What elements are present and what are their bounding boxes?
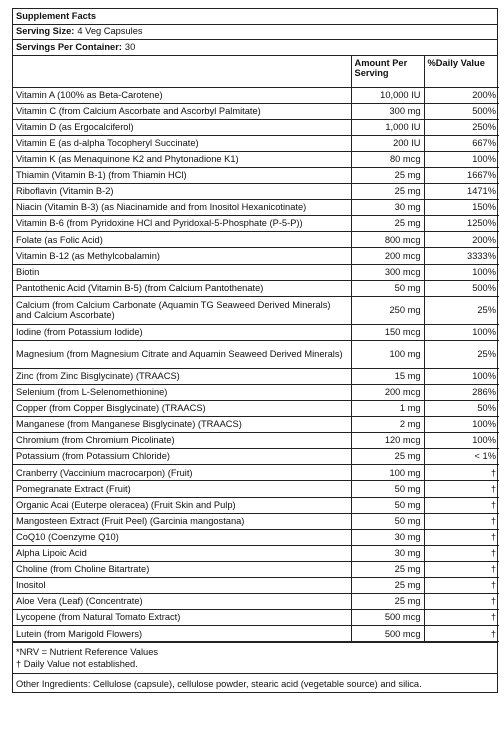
nutrient-name: Calcium (from Calcium Carbonate (Aquamin TG Seaweed Derived Minerals) and Calcium Ascorbate) [13,296,351,324]
col-header-name [13,56,351,88]
amount-per-serving: 500 mcg [351,610,424,626]
daily-value: 3333% [424,248,499,264]
table-row [13,200,499,216]
nutrient-name: Riboflavin (Vitamin B-2) [13,184,351,200]
other-ingredients-text: Cellulose (capsule), cellulose powder, stearic acid (vegetable source) and silica. [93,678,422,689]
nutrient-name: Vitamin B-12 (as Methylcobalamin) [13,248,351,264]
table-row [13,324,499,340]
daily-value: † [424,561,499,577]
table-row [13,151,499,167]
nutrient-rows [13,87,499,642]
table-row [13,296,499,324]
amount-per-serving: 200 IU [351,135,424,151]
amount-per-serving: 800 mcg [351,232,424,248]
nutrient-name: Potassium (from Potassium Chloride) [13,449,351,465]
table-row [13,626,499,642]
amount-per-serving: 50 mg [351,497,424,513]
nutrient-name: Vitamin B-6 (from Pyridoxine HCl and Pyridoxal-5-Phosphate (P-5-P)) [13,216,351,232]
amount-per-serving: 50 mg [351,481,424,497]
amount-per-serving: 25 mg [351,578,424,594]
table-row [13,545,499,561]
other-ingredients-label: Other Ingredients: [16,678,91,689]
nutrient-name: Mangosteen Extract (Fruit Peel) (Garcinia mangostana) [13,513,351,529]
daily-value: 100% [424,368,499,384]
nutrient-name: Alpha Lipoic Acid [13,545,351,561]
table-row [13,103,499,119]
table-row [13,368,499,384]
table-row [13,280,499,296]
amount-per-serving: 200 mcg [351,248,424,264]
table-header-row [13,56,499,88]
table-row [13,248,499,264]
table-row [13,561,499,577]
daily-value: 25% [424,340,499,368]
table-row [13,167,499,183]
serving-size-label: Serving Size: [16,26,75,37]
daily-value: 100% [424,151,499,167]
amount-per-serving: 80 mcg [351,151,424,167]
nutrient-name: Thiamin (Vitamin B-1) (from Thiamin HCl) [13,167,351,183]
nutrient-name: Iodine (from Potassium Iodide) [13,324,351,340]
daily-value: † [424,610,499,626]
nutrient-name: Choline (from Choline Bitartrate) [13,561,351,577]
table-row [13,578,499,594]
table-row [13,340,499,368]
amount-per-serving: 25 mg [351,216,424,232]
nutrient-name: Vitamin K (as Menaquinone K2 and Phytonadione K1) [13,151,351,167]
daily-value: 250% [424,119,499,135]
amount-per-serving: 30 mg [351,200,424,216]
daily-value: † [424,578,499,594]
panel-title-text: Supplement Facts [16,10,97,21]
nutrient-name: Niacin (Vitamin B-3) (as Niacinamide and from Inositol Hexanicotinate) [13,200,351,216]
amount-per-serving: 250 mg [351,296,424,324]
amount-per-serving: 200 mcg [351,384,424,400]
nutrient-name: Copper (from Copper Bisglycinate) (TRAACS) [13,401,351,417]
amount-per-serving: 300 mcg [351,264,424,280]
daily-value: 100% [424,433,499,449]
daily-value: 50% [424,401,499,417]
table-row [13,87,499,103]
nutrient-name: Vitamin E (as d-alpha Tocopheryl Succinate) [13,135,351,151]
amount-per-serving: 25 mg [351,594,424,610]
footnotes [13,642,497,672]
nutrient-name: Vitamin C (from Calcium Ascorbate and Ascorbyl Palmitate) [13,103,351,119]
amount-per-serving: 300 mg [351,103,424,119]
amount-per-serving: 30 mg [351,545,424,561]
daily-value: 286% [424,384,499,400]
table-row [13,497,499,513]
daily-value: 100% [424,264,499,280]
nutrient-name: Organic Acai (Euterpe oleracea) (Fruit Skin and Pulp) [13,497,351,513]
servings-per-container-label: Servings Per Container: [16,41,122,52]
daily-value: † [424,481,499,497]
table-row [13,216,499,232]
amount-per-serving: 100 mg [351,340,424,368]
amount-per-serving: 1,000 IU [351,119,424,135]
serving-size-value: 4 Veg Capsules [77,26,143,37]
amount-per-serving: 500 mcg [351,626,424,642]
amount-per-serving: 50 mg [351,280,424,296]
nutrient-name: Zinc (from Zinc Bisglycinate) (TRAACS) [13,368,351,384]
table-row [13,135,499,151]
daily-value: 1471% [424,184,499,200]
nutrient-name: Biotin [13,264,351,280]
table-row [13,119,499,135]
table-row [13,433,499,449]
amount-per-serving: 25 mg [351,561,424,577]
amount-per-serving: 100 mg [351,465,424,481]
amount-per-serving: 10,000 IU [351,87,424,103]
table-row [13,529,499,545]
servings-per-container-row [13,40,497,56]
daily-value: 100% [424,417,499,433]
amount-per-serving: 2 mg [351,417,424,433]
amount-per-serving: 30 mg [351,529,424,545]
daily-value: 200% [424,87,499,103]
amount-per-serving: 120 mcg [351,433,424,449]
daily-value: 100% [424,324,499,340]
daily-value: † [424,497,499,513]
nutrient-name: Magnesium (from Magnesium Citrate and Aquamin Seaweed Derived Minerals) [13,340,351,368]
nutrient-name: Pantothenic Acid (Vitamin B-5) (from Calcium Pantothenate) [13,280,351,296]
nutrient-name: Pomegranate Extract (Fruit) [13,481,351,497]
nutrient-name: Chromium (from Chromium Picolinate) [13,433,351,449]
daily-value: 500% [424,103,499,119]
nutrient-name: Aloe Vera (Leaf) (Concentrate) [13,594,351,610]
nutrient-name: CoQ10 (Coenzyme Q10) [13,529,351,545]
amount-per-serving: 150 mcg [351,324,424,340]
daily-value: † [424,513,499,529]
nutrient-name: Manganese (from Manganese Bisglycinate) (TRAACS) [13,417,351,433]
daily-value: † [424,626,499,642]
amount-per-serving: 25 mg [351,449,424,465]
amount-per-serving: 1 mg [351,401,424,417]
col-header-amount: Amount Per Serving [351,56,424,88]
daily-value: 200% [424,232,499,248]
table-row [13,481,499,497]
daily-value: 25% [424,296,499,324]
footnote-nrv: *NRV = Nutrient Reference Values [16,647,159,658]
table-row [13,232,499,248]
table-row [13,513,499,529]
table-row [13,465,499,481]
daily-value: 1667% [424,167,499,183]
nutrient-name: Vitamin A (100% as Beta-Carotene) [13,87,351,103]
daily-value: 500% [424,280,499,296]
nutrient-name: Vitamin D (as Ergocalciferol) [13,119,351,135]
col-header-daily-value: %Daily Value [424,56,499,88]
supplement-facts-panel [12,8,498,693]
daily-value: 667% [424,135,499,151]
nutrient-name: Selenium (from L-Selenomethionine) [13,384,351,400]
amount-per-serving: 25 mg [351,167,424,183]
other-ingredients [13,673,497,693]
nutrient-name: Folate (as Folic Acid) [13,232,351,248]
table-row [13,384,499,400]
table-row [13,401,499,417]
table-row [13,184,499,200]
amount-per-serving: 25 mg [351,184,424,200]
nutrient-name: Lutein (from Marigold Flowers) [13,626,351,642]
table-row [13,449,499,465]
nutrient-name: Lycopene (from Natural Tomato Extract) [13,610,351,626]
amount-per-serving: 50 mg [351,513,424,529]
serving-size-row [13,25,497,41]
table-row [13,264,499,280]
nutrient-name: Cranberry (Vaccinium macrocarpon) (Fruit) [13,465,351,481]
table-row [13,610,499,626]
table-row [13,594,499,610]
panel-title [13,9,497,25]
daily-value: † [424,594,499,610]
amount-per-serving: 15 mg [351,368,424,384]
daily-value: † [424,529,499,545]
daily-value: 150% [424,200,499,216]
daily-value: 1250% [424,216,499,232]
daily-value: † [424,465,499,481]
nutrient-table [13,56,499,643]
daily-value: † [424,545,499,561]
servings-per-container-value: 30 [124,41,136,52]
daily-value: < 1% [424,449,499,465]
nutrient-name: Inositol [13,578,351,594]
footnote-dagger: † Daily Value not established. [16,658,138,669]
table-row [13,417,499,433]
